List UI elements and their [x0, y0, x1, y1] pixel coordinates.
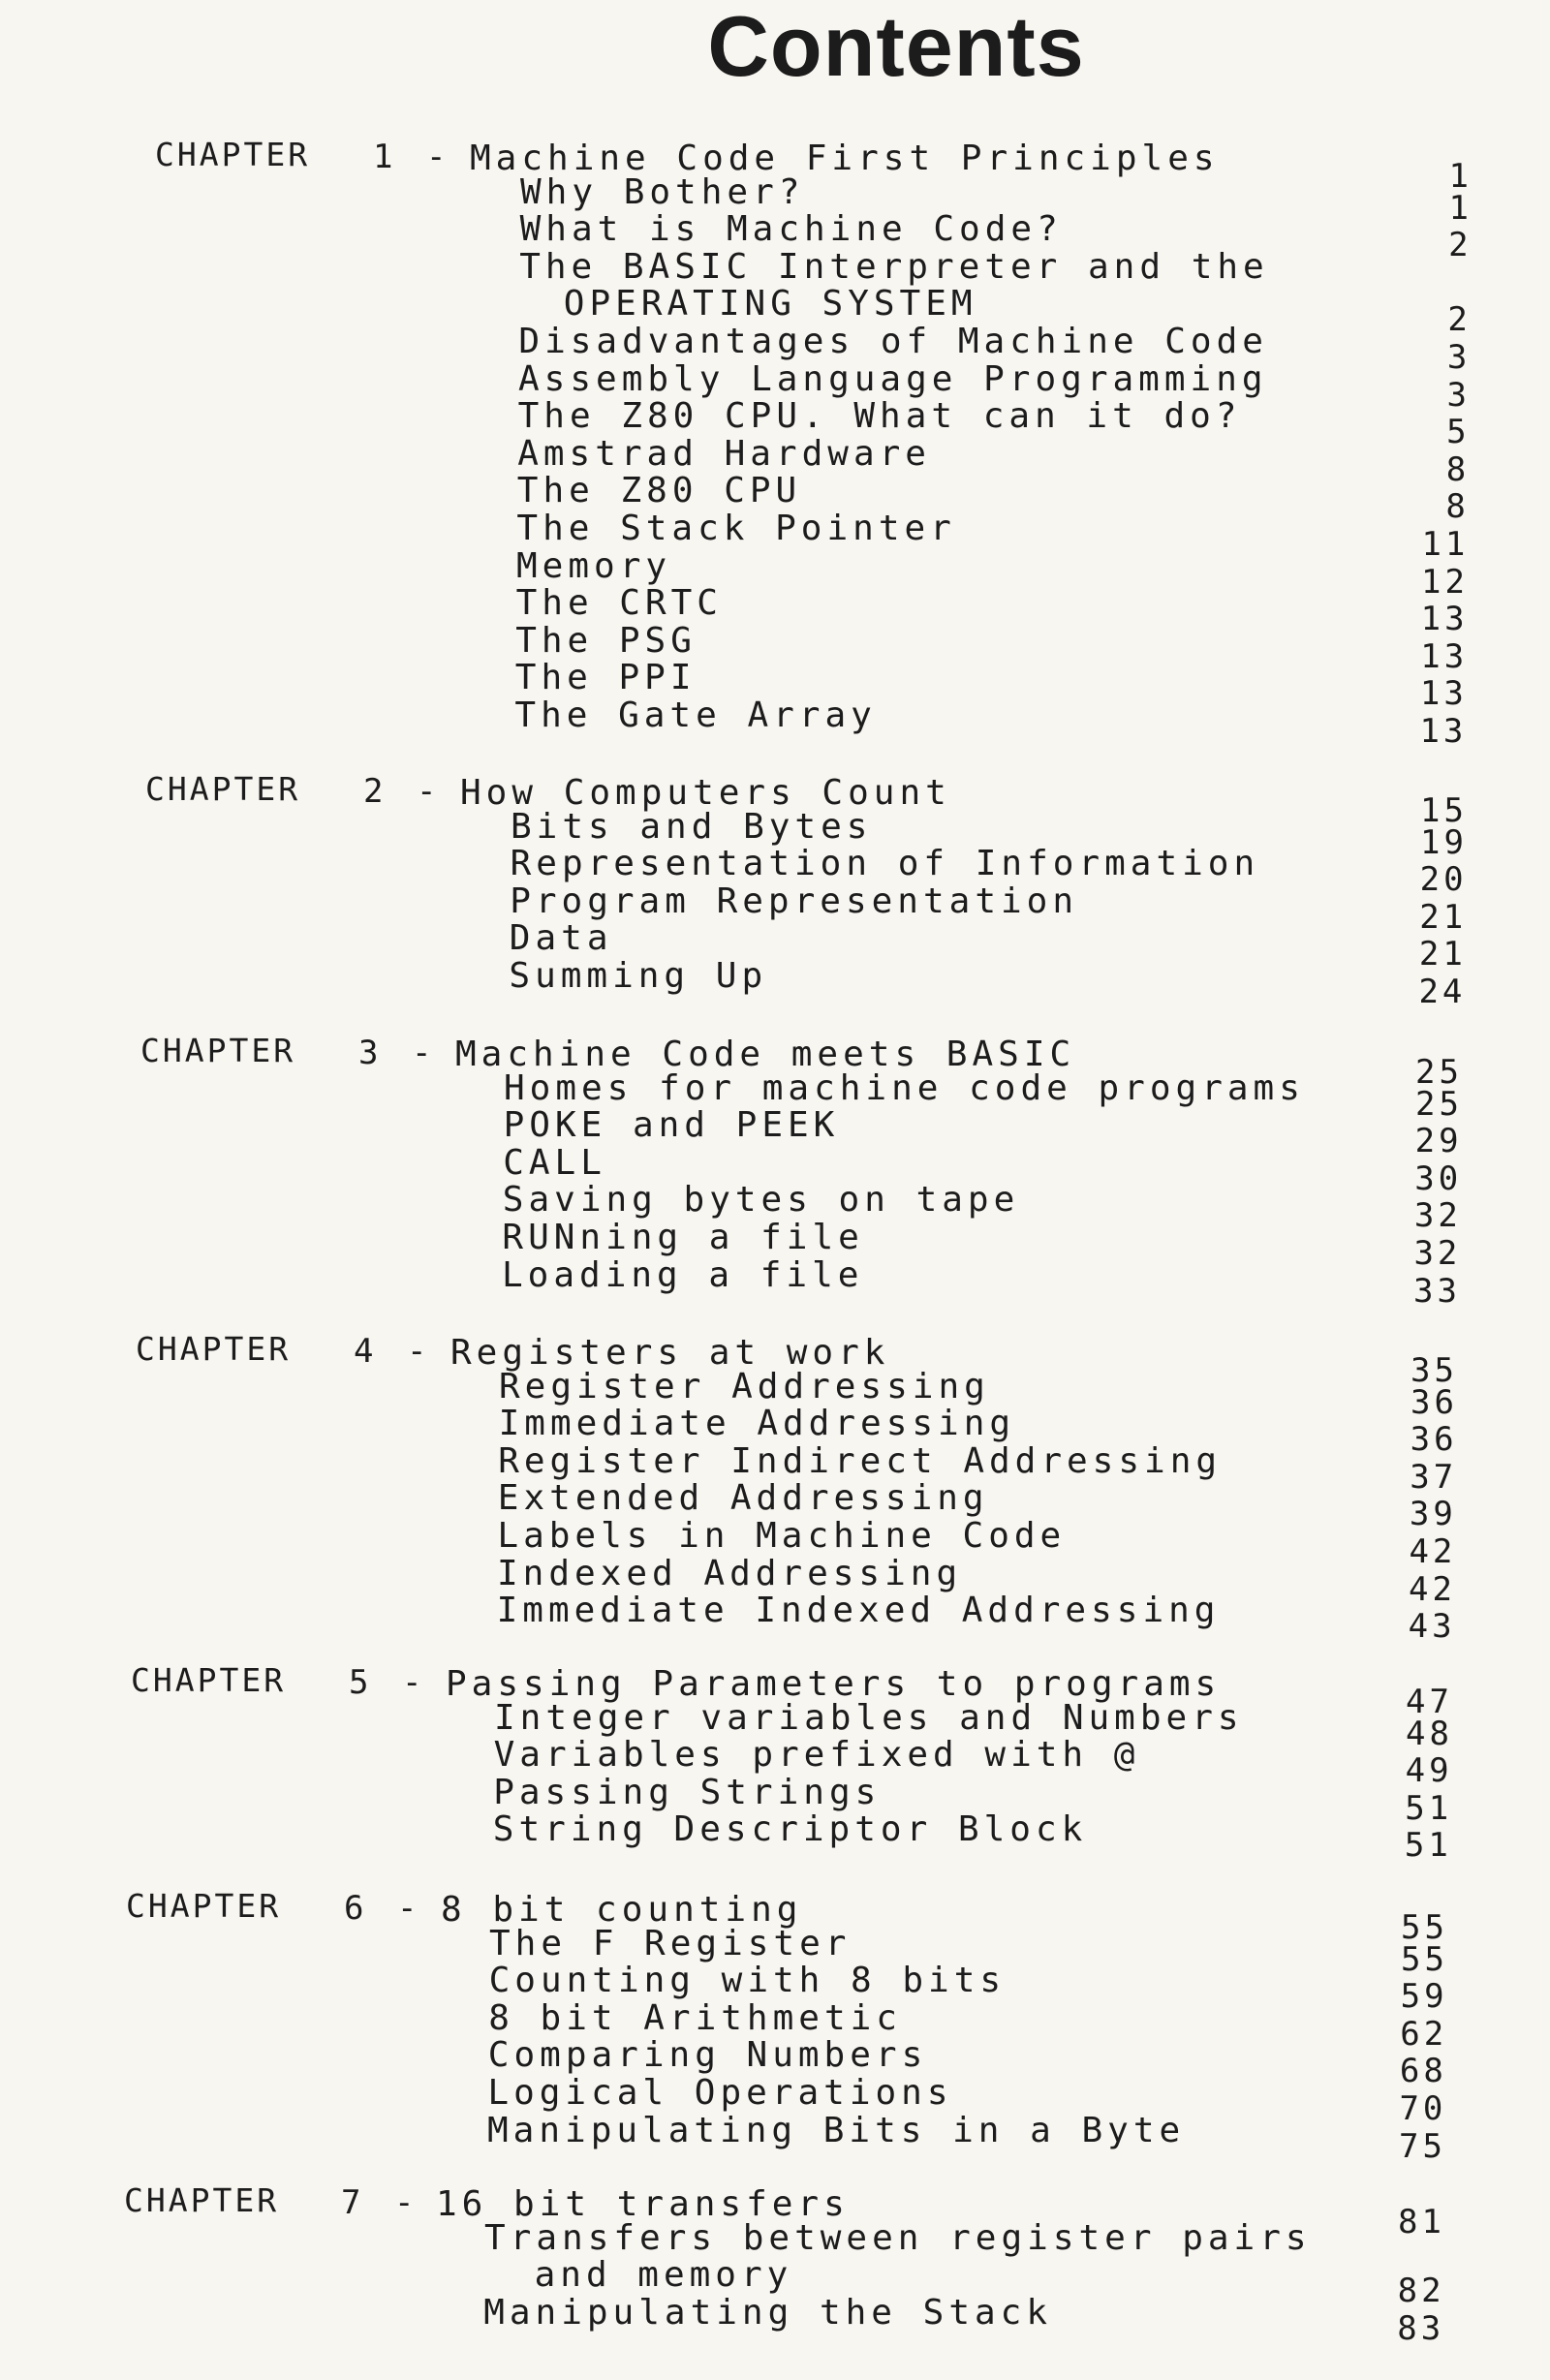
section-page-number: 37 [1410, 1457, 1458, 1497]
section-title[interactable]: Comparing Numbers [487, 2035, 928, 2076]
chapter-title[interactable]: 8 bit counting [441, 1890, 803, 1930]
chapter-page-number: 47 [1406, 1683, 1453, 1721]
section-title[interactable]: Disadvantages of Machine Code [518, 322, 1268, 361]
section-title[interactable]: The Gate Array [514, 695, 877, 735]
chapter-page-number: 15 [1420, 791, 1468, 830]
section-page-number: 12 [1421, 562, 1469, 602]
chapter-dash: - [412, 1034, 437, 1072]
section-page-number: 19 [1420, 822, 1468, 862]
chapter-page-number: 1 [1448, 157, 1472, 196]
section-page-number: 3 [1446, 375, 1471, 415]
section-page-number: 70 [1399, 2089, 1447, 2128]
section-page-number: 62 [1400, 2014, 1448, 2054]
section-title[interactable]: Logical Operations [487, 2073, 953, 2113]
section-title[interactable]: Memory [516, 545, 672, 586]
section-title[interactable]: Saving bytes on tape [502, 1180, 1020, 1221]
section-page-number: 1 [1448, 188, 1472, 228]
chapter-dash: - [397, 1889, 422, 1928]
chapter-number: 5 [349, 1663, 374, 1702]
section-title[interactable]: Bits and Bytes [511, 806, 873, 847]
section-title[interactable]: Homes for machine code programs [504, 1067, 1305, 1108]
chapter-number: 6 [344, 1889, 369, 1928]
section-title[interactable]: The Stack Pointer [516, 509, 956, 548]
section-page-number: 29 [1414, 1122, 1463, 1161]
section-page-number: 39 [1409, 1495, 1457, 1534]
section-title[interactable]: Immediate Addressing [498, 1404, 1016, 1444]
section-title[interactable]: Labels in Machine Code [497, 1516, 1067, 1556]
section-page-number: 48 [1406, 1714, 1453, 1753]
chapter-label: CHAPTER [131, 1661, 287, 1699]
chapter-title[interactable]: Machine Code First Principles [470, 139, 1220, 178]
section-page-number: 68 [1399, 2052, 1447, 2091]
section-page-number: 75 [1399, 2126, 1446, 2166]
chapter-title[interactable]: 16 bit transfers [436, 2184, 850, 2224]
section-page-number: 13 [1419, 712, 1468, 751]
chapter-page-number: 25 [1415, 1053, 1463, 1092]
section-page-number: 21 [1418, 935, 1467, 974]
section-page-number: 36 [1410, 1382, 1458, 1422]
section-title[interactable]: Register Indirect Addressing [498, 1440, 1223, 1481]
chapter-dash: - [394, 2183, 419, 2222]
section-title[interactable]: Integer variables and Numbers [494, 1697, 1244, 1738]
chapter-dash: - [417, 772, 442, 811]
chapter-label: CHAPTER [136, 1330, 292, 1368]
section-title[interactable]: Variables prefixed with @ [493, 1735, 1140, 1776]
section-page-number: 13 [1420, 600, 1469, 639]
section-page-number: 32 [1413, 1196, 1462, 1236]
chapter-label: CHAPTER [124, 2181, 280, 2219]
chapter-title[interactable]: Passing Parameters to programs [446, 1664, 1222, 1704]
chapter-number: 1 [373, 138, 398, 176]
section-title[interactable]: Transfers between register pairs [484, 2217, 1312, 2258]
section-title[interactable]: The Z80 CPU. What can it do? [517, 396, 1242, 437]
chapter-label: CHAPTER [126, 1887, 282, 1925]
chapter-label: CHAPTER [145, 770, 301, 808]
section-title[interactable]: Immediate Indexed Addressing [496, 1591, 1221, 1631]
section-title[interactable]: Amstrad Hardware [517, 433, 931, 474]
section-page-number: 30 [1414, 1159, 1463, 1198]
chapter-page-number: 35 [1410, 1351, 1458, 1390]
section-page-number: 25 [1415, 1084, 1463, 1124]
section-title[interactable]: Program Representation [510, 881, 1079, 921]
section-page-number: 13 [1419, 674, 1468, 714]
section-page-number: 59 [1400, 1977, 1448, 2017]
section-page-number: 5 [1446, 413, 1471, 452]
section-page-number: 20 [1419, 860, 1468, 900]
chapter-dash: - [426, 138, 451, 176]
section-title[interactable]: and memory [534, 2255, 793, 2296]
chapter-title[interactable]: Registers at work [450, 1333, 890, 1373]
chapter-page-number: 55 [1401, 1908, 1448, 1947]
section-page-number: 8 [1445, 449, 1471, 489]
section-title[interactable]: Indexed Addressing [497, 1553, 963, 1593]
section-title[interactable]: OPERATING SYSTEM [563, 284, 977, 325]
chapter-label: CHAPTER [155, 136, 311, 173]
section-title[interactable]: Manipulating Bits in a Byte [487, 2110, 1186, 2150]
section-page-number: 43 [1408, 1607, 1456, 1647]
chapter-dash: - [402, 1663, 427, 1702]
section-page-number: 83 [1397, 2308, 1445, 2348]
section-title[interactable]: Data [509, 918, 613, 959]
section-title[interactable]: CALL [503, 1142, 606, 1183]
section-title[interactable]: The F Register [489, 1923, 852, 1963]
section-title[interactable]: The BASIC Interpreter and the [519, 246, 1269, 287]
section-title[interactable]: The PSG [515, 620, 697, 661]
section-page-number: 8 [1445, 487, 1470, 527]
section-title[interactable]: Loading a file [502, 1254, 864, 1295]
section-title[interactable]: POKE and PEEK [503, 1105, 840, 1146]
section-title[interactable]: String Descriptor Block [492, 1809, 1088, 1850]
section-page-number: 36 [1410, 1420, 1458, 1460]
chapter-title[interactable]: How Computers Count [460, 773, 951, 813]
section-page-number: 24 [1418, 973, 1467, 1011]
section-page-number: 42 [1409, 1532, 1457, 1571]
chapter-dash: - [407, 1332, 432, 1371]
section-page-number: 2 [1448, 226, 1472, 265]
section-title[interactable]: Passing Strings [493, 1772, 882, 1812]
section-page-number: 13 [1420, 636, 1469, 676]
section-title[interactable]: The Z80 CPU [516, 471, 802, 511]
section-title[interactable]: The PPI [514, 658, 697, 698]
section-title[interactable]: Manipulating the Stack [483, 2292, 1053, 2333]
section-title[interactable]: Assembly Language Programming [518, 358, 1268, 399]
section-page-number: 3 [1446, 338, 1472, 377]
section-page-number: 42 [1409, 1569, 1456, 1609]
section-page-number: 51 [1404, 1826, 1452, 1866]
section-page-number: 32 [1413, 1234, 1462, 1273]
chapter-label: CHAPTER [140, 1032, 296, 1069]
section-page-number: 55 [1401, 1939, 1448, 1979]
section-title[interactable]: Counting with 8 bits [488, 1961, 1007, 2001]
section-title[interactable]: 8 bit Arithmetic [488, 1997, 902, 2038]
section-title[interactable]: RUNning a file [502, 1218, 864, 1257]
chapter-number: 2 [363, 772, 388, 811]
section-page-number: 2 [1447, 300, 1472, 340]
section-title[interactable]: What is Machine Code? [519, 209, 1063, 250]
section-title[interactable]: Register Addressing [499, 1366, 990, 1406]
section-page-number: 82 [1397, 2272, 1445, 2311]
section-title[interactable]: Representation of Information [510, 844, 1260, 884]
chapter-page-number: 81 [1398, 2203, 1445, 2241]
section-page-number: 51 [1405, 1788, 1453, 1828]
section-page-number: 49 [1405, 1751, 1453, 1791]
page-title: Contents [707, 0, 1085, 94]
section-page-number: 11 [1421, 525, 1470, 564]
chapter-number: 3 [358, 1034, 384, 1072]
chapter-number: 4 [354, 1332, 379, 1371]
section-title[interactable]: The CRTC [515, 583, 723, 624]
section-title[interactable]: Extended Addressing [497, 1478, 989, 1519]
chapter-number: 7 [341, 2183, 366, 2222]
section-page-number: 33 [1413, 1271, 1461, 1311]
section-title[interactable]: Summing Up [509, 956, 768, 996]
section-page-number: 21 [1419, 897, 1468, 937]
chapter-title[interactable]: Machine Code meets BASIC [455, 1035, 1076, 1074]
section-title[interactable]: Why Bother? [520, 171, 805, 212]
